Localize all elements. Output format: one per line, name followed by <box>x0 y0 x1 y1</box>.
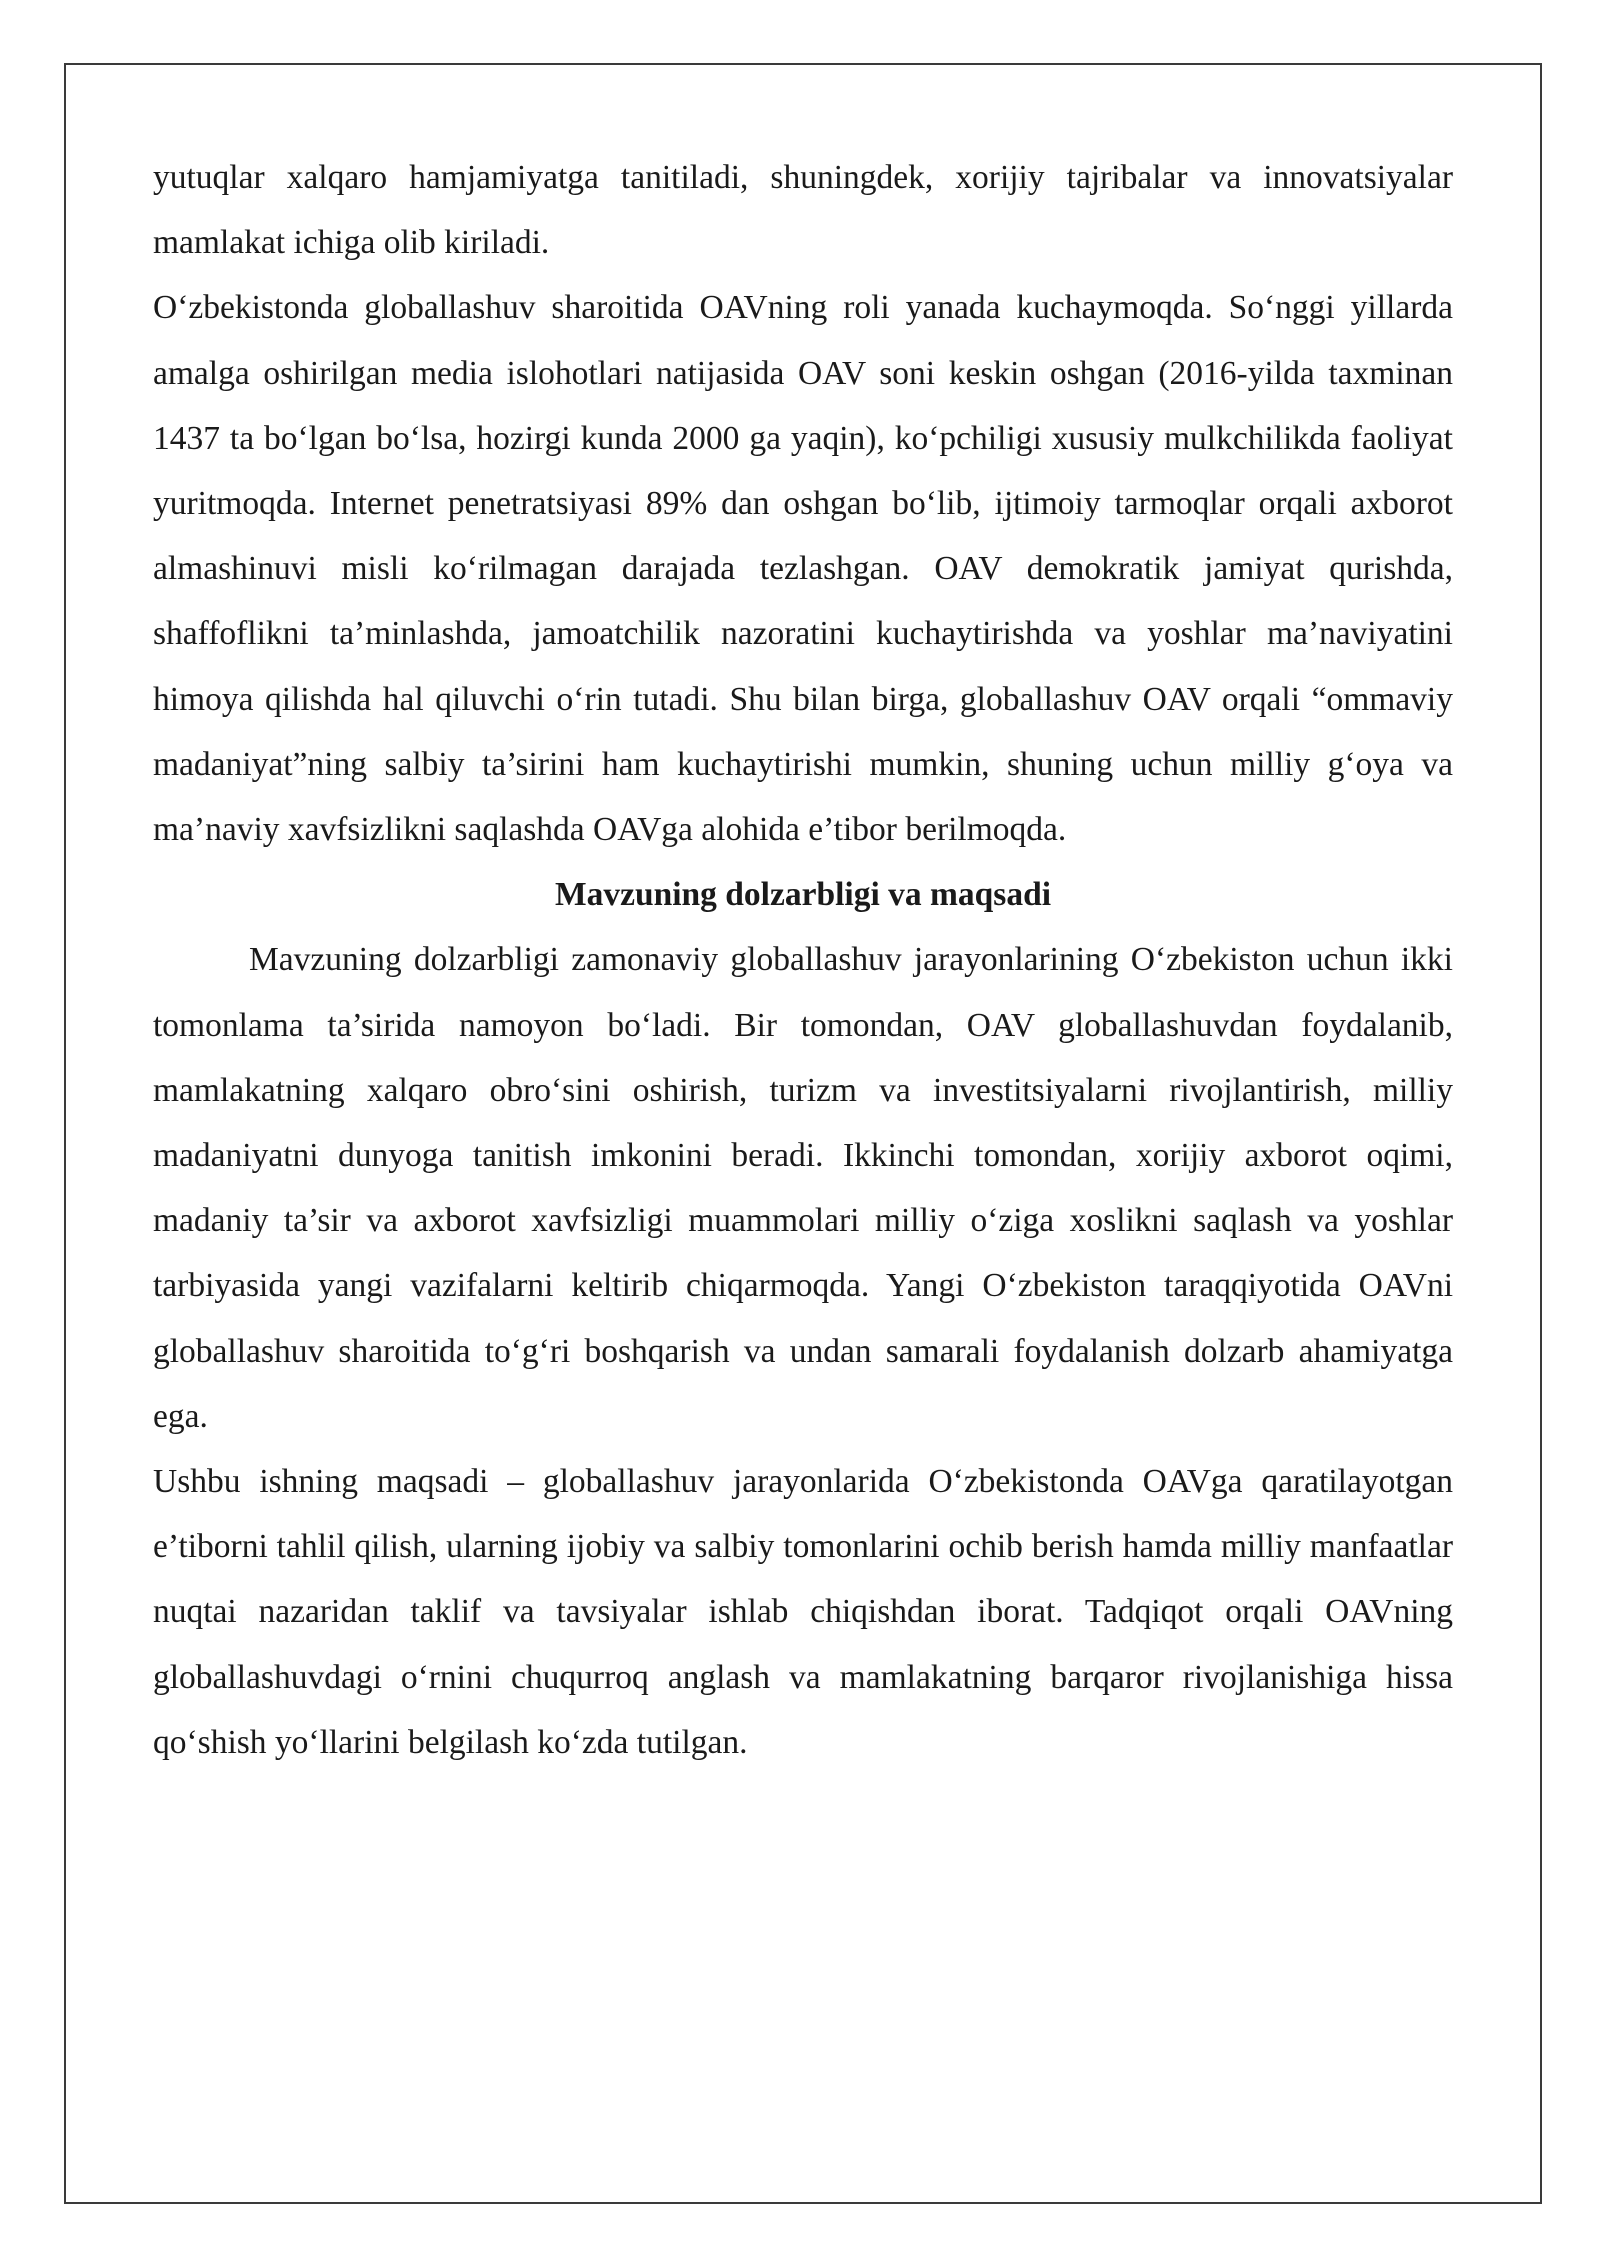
section-heading: Mavzuning dolzarbligi va maqsadi <box>554 876 1052 914</box>
document-body <box>153 145 1453 1775</box>
paragraph-continuation: yutuqlar xalqaro hamjamiyatga tanitiladi, shuningdek, xorijiy tajribalar va innovatsiyalar mamlakat ichiga olib kiriladi. <box>153 159 1453 262</box>
paragraph-relevance: Mavzuning dolzarbligi zamonaviy globallashuv jarayonlarining O‘zbekiston uchun ikki tomonlama ta’sirida namoyon bo‘ladi. Bir tomondan, OAV globallashuvdan foydalanib, mamlakatning xalqaro obro‘sini oshirish, turizm va investitsiyalarni rivojlantirish, milliy madaniyatni dunyoga tanitish imkonini beradi. Ikkinchi tomondan, xorijiy axborot oqimi, madaniy ta’sir va axborot xavfsizligi muammolari milliy o‘ziga xoslikni saqlash va yoshlar tarbiyasida yangi vazifalarni keltirib chiqarmoqda. Yangi O‘zbekiston taraqqiyotida OAVni globallashuv sharoitida to‘g‘ri boshqarish va undan samarali foydalanish dolzarb ahamiyatga ega. <box>153 941 1453 1435</box>
paragraph-purpose: Ushbu ishning maqsadi – globallashuv jarayonlarida O‘zbekistonda OAVga qaratilayotgan e’tiborni tahlil qilish, ularning ijobiy va salbiy tomonlarini ochib berish hamda milliy manfaatlar nuqtai nazaridan taklif va tavsiyalar ishlab chiqishdan iborat. Tadqiqot orqali OAVning globallashuvdagi o‘rnini chuqurroq anglash va mamlakatning barqaror rivojlanishiga hissa qo‘shish yo‘llarini belgilash ko‘zda tutilgan. <box>153 1463 1453 1761</box>
paragraph-media-role: O‘zbekistonda globallashuv sharoitida OAVning roli yanada kuchaymoqda. So‘nggi yillarda amalga oshirilgan media islohotlari natijasida OAV soni keskin oshgan (2016-yilda taxminan 1437 ta bo‘lgan bo‘lsa, hozirgi kunda 2000 ga yaqin), ko‘pchiligi xususiy mulkchilikda faoliyat yuritmoqda. Internet penetratsiyasi 89% dan oshgan bo‘lib, ijtimoiy tarmoqlar orqali axborot almashinuvi misli ko‘rilmagan darajada tezlashgan. OAV demokratik jamiyat qurishda, shaffoflikni ta’minlashda, jamoatchilik nazoratini kuchaytirishda va yoshlar ma’naviyatini himoya qilishda hal qiluvchi o‘rin tutadi. Shu bilan birga, globallashuv OAV orqali “ommaviy madaniyat”ning salbiy ta’sirini ham kuchaytirishi mumkin, shuning uchun milliy g‘oya va ma’naviy xavfsizlikni saqlashda OAVga alohida e’tibor berilmoqda. <box>153 289 1453 849</box>
